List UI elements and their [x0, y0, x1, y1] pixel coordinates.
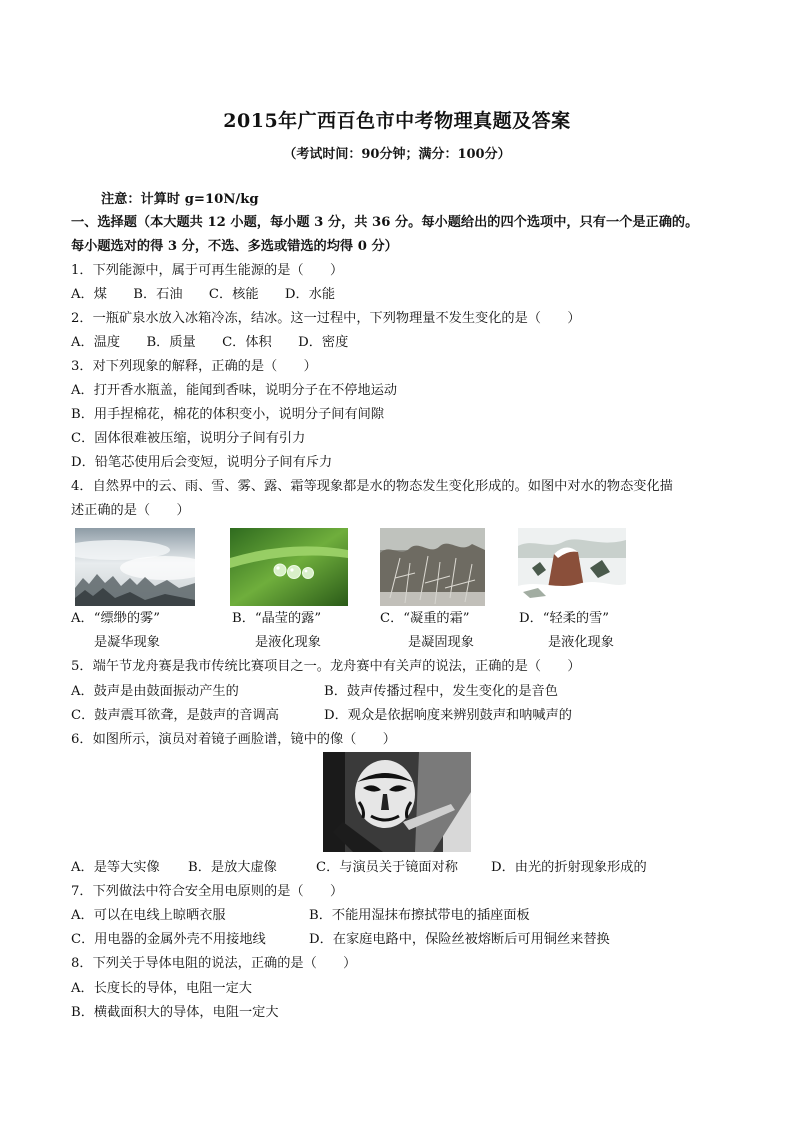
- question-8-option-b: B．横截面积大的导体，电阻一定大: [71, 1005, 279, 1020]
- page-title: 2015年广西百色市中考物理真题及答案: [223, 110, 571, 132]
- section-heading: 一、选择题（本大题共 12 小题，每小题 3 分，共 36 分。每小题给出的四个选项中，只有一个是正确的。: [71, 215, 699, 230]
- section-scoring-rule: 每小题选对的得 3 分，不选、多选或错选的均得 0 分）: [71, 239, 398, 254]
- question-7-option-b: B．不能用湿抹布擦拭带电的插座面板: [309, 908, 530, 923]
- question-1-stem: 1．下列能源中，属于可再生能源的是（ ）: [71, 263, 344, 278]
- question-2-options: A．温度 B．质量 C．体积 D．密度: [71, 335, 349, 350]
- question-8-stem: 8．下列关于导体电阻的说法，正确的是（ ）: [71, 956, 357, 971]
- exam-duration-info: （考试时间：90分钟；满分：100分）: [283, 147, 511, 162]
- question-4-option-a-label: A．“缥缈的雾”: [71, 611, 160, 626]
- dew-photo: [230, 528, 348, 606]
- question-3-option-d: D．铅笔芯使用后会变短，说明分子间有斥力: [71, 455, 333, 470]
- question-6-option-c: C．与演员关于镜面对称: [316, 860, 458, 875]
- question-2-stem: 2．一瓶矿泉水放入冰箱冷冻，结冰。这一过程中，下列物理量不发生变化的是（ ）: [71, 311, 581, 326]
- question-4-option-b-text: 是液化现象: [255, 635, 321, 650]
- question-4-option-c-text: 是凝固现象: [408, 635, 474, 650]
- question-6-option-b: B．是放大虚像: [188, 860, 277, 875]
- question-4-stem-line-1: 4．自然界中的云、雨、雪、雾、露、霜等现象都是水的物态发生变化形成的。如图中对水的物态变化描: [71, 479, 673, 494]
- question-6-option-d: D．由光的折射现象形成的: [491, 860, 647, 875]
- question-5-option-b: B．鼓声传播过程中，发生变化的是音色: [324, 684, 558, 699]
- question-8-option-a: A．长度长的导体，电阻一定大: [71, 981, 252, 996]
- question-5-option-d: D．观众是依据响度来辨别鼓声和呐喊声的: [324, 708, 572, 723]
- question-6-stem: 6．如图所示，演员对着镜子画脸谱，镜中的像（ ）: [71, 732, 396, 747]
- question-3-option-a: A．打开香水瓶盖，能闻到香味，说明分子在不停地运动: [71, 383, 398, 398]
- question-3-option-c: C．固体很难被压缩，说明分子间有引力: [71, 431, 306, 446]
- question-4-option-a-text: 是凝华现象: [94, 635, 160, 650]
- question-4-stem-line-2: 述正确的是（ ）: [71, 503, 190, 518]
- question-4-option-d-label: D．“轻柔的雪”: [519, 611, 609, 626]
- fog-photo: [75, 528, 195, 606]
- frost-photo: [380, 528, 485, 606]
- question-4-option-c-label: C．“凝重的霜”: [380, 611, 470, 626]
- question-7-option-c: C．用电器的金属外壳不用接地线: [71, 932, 266, 947]
- question-7-option-a: A．可以在电线上晾晒衣服: [71, 908, 226, 923]
- question-7-option-d: D．在家庭电路中，保险丝被熔断后可用铜丝来替换: [309, 932, 610, 947]
- question-3-option-b: B．用手捏棉花，棉花的体积变小，说明分子间有间隙: [71, 407, 385, 422]
- opera-mask-mirror-photo: [323, 752, 471, 852]
- question-4-option-b-label: B．“晶莹的露”: [232, 611, 322, 626]
- question-7-stem: 7．下列做法中符合安全用电原则的是（ ）: [71, 884, 344, 899]
- note-gravity: 注意：计算时 g=10N/kg: [101, 192, 259, 207]
- question-5-stem: 5．端午节龙舟赛是我市传统比赛项目之一。龙舟赛中有关声的说法，正确的是（ ）: [71, 659, 581, 674]
- question-4-option-d-text: 是液化现象: [548, 635, 614, 650]
- snow-photo: [518, 528, 626, 606]
- question-3-stem: 3．对下列现象的解释，正确的是（ ）: [71, 359, 317, 374]
- question-5-option-c: C．鼓声震耳欲聋，是鼓声的音调高: [71, 708, 279, 723]
- question-5-option-a: A．鼓声是由鼓面振动产生的: [71, 684, 239, 699]
- question-6-option-a: A．是等大实像: [71, 860, 160, 875]
- question-1-options: A．煤 B．石油 C．核能 D．水能: [71, 287, 336, 302]
